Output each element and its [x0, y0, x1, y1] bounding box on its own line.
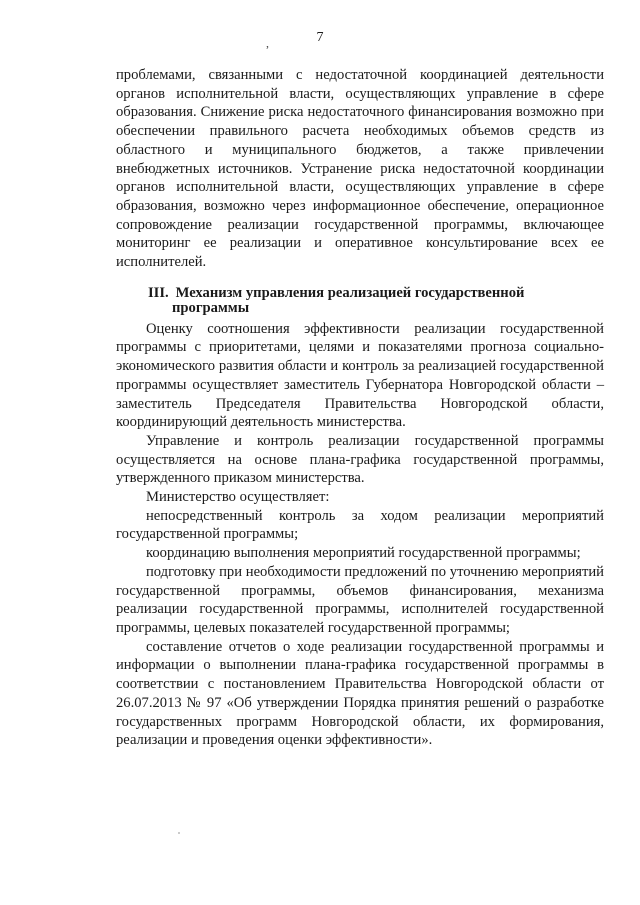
- list-item: подготовку при необходимости предложений по уточнению мероприятий государственной программы, объемов финансирования, механизма реализации государственной программы, исполнителей государственной программы, целевых показателей государственной программы;: [116, 563, 604, 636]
- list-item: координацию выполнения мероприятий государственной программы;: [146, 545, 581, 562]
- section-title-line2: программы: [172, 299, 250, 316]
- list-item: непосредственный контроль за ходом реализации мероприятий государственной программы;: [116, 507, 604, 543]
- document-body: [116, 66, 604, 750]
- paragraph-management: Управление и контроль реализации государственной программы осуществляется на основе плана-графика государственной программы, утвержденного приказом министерства.: [116, 432, 604, 487]
- scan-mark: ,: [266, 36, 269, 50]
- section-heading: [116, 286, 604, 316]
- paragraph-ministry-intro: Министерство осуществляет:: [146, 489, 330, 506]
- list-item: составление отчетов о ходе реализации государственной программы и информации о выполнении плана-графика государственной программы в соответствии с постановлением Правительства Новгородской области от 26.07.2013 № 97 «Об утверждении Порядка принятия решений о разработке государственных программ Новгородской области, их формирования, реализации и проведения оценки эффективности».: [116, 638, 604, 749]
- section-heading-line1: [116, 286, 604, 301]
- intro-paragraph: проблемами, связанными с недостаточной координацией деятельности органов исполнительной власти, осуществляющих управление в сфере образования. Снижение риска недостаточного финансирования возможно при обеспечении правильного расчета необходимых объемов средств из областного и муниципального бюджетов, а также привлечении внебюджетных источников. Устранение риска недостаточной координации органов исполнительной власти, осуществляющих управление в сфере образования, возможно через информационное обеспечение, операционное сопровождение реализации государственной программы, включающее мониторинг ее реализации и оперативное консультирование всех ее исполнителей.: [116, 67, 604, 271]
- page-number: 7: [316, 30, 324, 45]
- scan-speck: [178, 832, 180, 834]
- section-title-line1: Механизм управления реализацией государственной: [175, 284, 525, 301]
- section-number: III.: [148, 284, 169, 301]
- paragraph-evaluation: Оценку соотношения эффективности реализации государственной программы с приоритетами, целями и показателями прогноза социально-экономического развития области и контроль за реализацией государственной программы осуществляет заместитель Губернатора Новгородской области – заместитель Председателя Правительства Новгородской области, координирующий деятельность министерства.: [116, 320, 604, 431]
